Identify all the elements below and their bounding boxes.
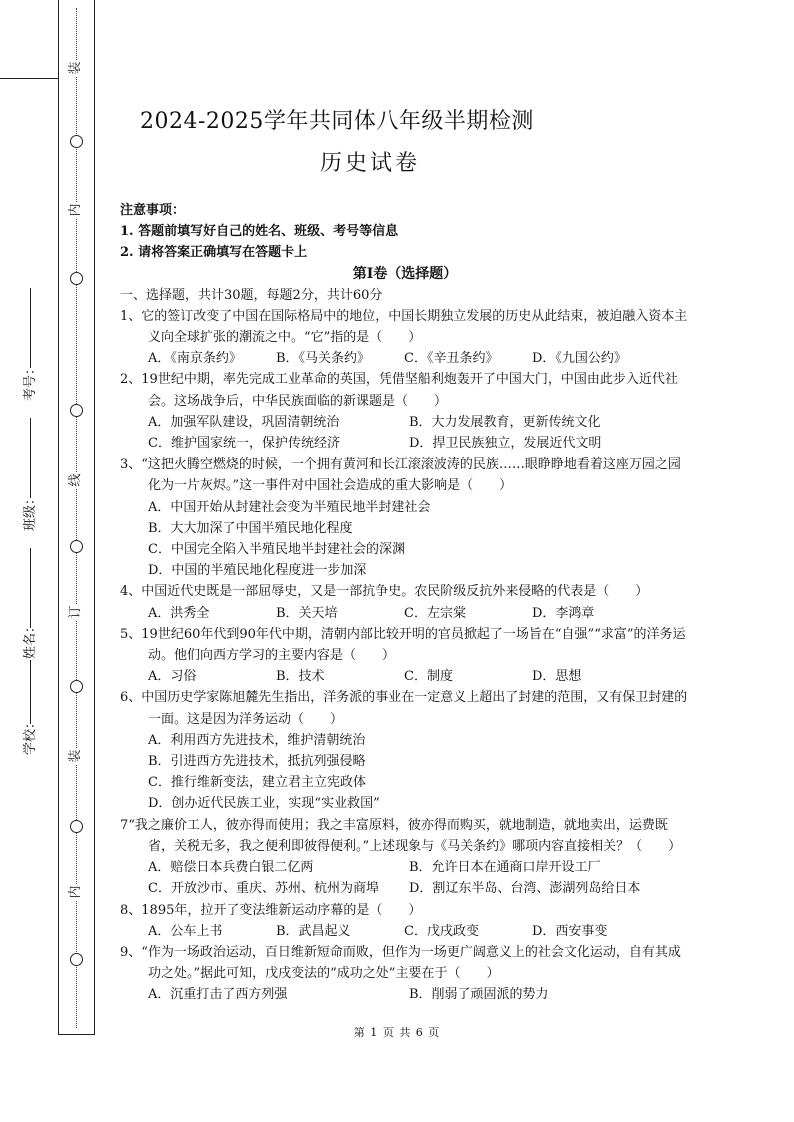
option-b[interactable]: B．武昌起义 <box>276 923 351 939</box>
question-8 <box>120 900 690 942</box>
binding-left-line <box>58 0 59 1035</box>
binding-right-line <box>94 0 95 1035</box>
question-6 <box>120 687 690 814</box>
question-stem: 9、“作为一场政治运动，百日维新短命而败，但作为一场更广阔意义上的社会文化运动，自有其成功之处。”据此可知，戊戌变法的“成功之处”主要在于（ ） <box>120 944 681 982</box>
option-b[interactable]: B．允许日本在通商口岸开设工厂 <box>409 860 601 876</box>
name-field-label: 姓名： <box>23 619 38 659</box>
option-a[interactable]: A．《南京条约》 <box>148 351 242 367</box>
option-b[interactable]: B．引进西方先进技术，抵抗列强侵略 <box>148 754 366 770</box>
question-4 <box>120 581 690 623</box>
section-title: 第Ⅰ卷（选择题） <box>352 265 458 282</box>
binding-circle <box>70 680 83 693</box>
question-stem: 4、中国近代史既是一部屈辱史，又是一部抗争史。农民阶级反抗外来侵略的代表是（ ） <box>120 584 649 600</box>
binding-dotted-line <box>76 8 77 1028</box>
option-a[interactable]: A．公车上书 <box>148 923 223 939</box>
option-b[interactable]: B．削弱了顽固派的势力 <box>409 987 549 1003</box>
exam-number-field-label: 考号： <box>23 361 38 401</box>
option-a[interactable]: A．加强军队建设，巩固清朝统治 <box>148 414 340 430</box>
binding-circle <box>70 135 83 148</box>
question-stem: 7“我之廉价工人，彼亦得而使用；我之丰富原料，彼亦得而购买，就地制造，就地卖出，运费既省，关税无多，我之便利即彼得便利。”上述现象与《马关条约》哪项内容直接相关？（ ） <box>120 817 682 854</box>
option-c[interactable]: C．维护国家统一，保护传统经济 <box>148 436 340 452</box>
question-3 <box>120 454 690 581</box>
binding-strip <box>0 0 96 1035</box>
binding-circle <box>70 820 83 833</box>
class-field-line[interactable] <box>30 418 31 498</box>
option-d[interactable]: D．割辽东半岛、台湾、澎湖列岛给日本 <box>409 881 641 897</box>
option-d[interactable]: D．创办近代民族工业，实现“实业救国” <box>148 796 380 812</box>
option-c[interactable]: C．《辛丑条约》 <box>404 351 499 367</box>
exam-content <box>120 200 690 1006</box>
binding-mark: 装 <box>68 749 83 763</box>
binding-mark: 内 <box>68 885 83 899</box>
binding-mark: 内 <box>68 203 83 217</box>
option-a[interactable]: A．赔偿日本兵费白银二亿两 <box>148 860 314 876</box>
binding-circle <box>70 404 83 417</box>
binding-corner-line <box>0 78 58 79</box>
binding-mark: 线 <box>68 473 83 487</box>
question-7 <box>120 815 690 900</box>
question-stem: 1、它的签订改变了中国在国际格局中的地位，中国长期独立发展的历史从此结束，被迫融入资本主义向全球扩张的潮流之中。“它”指的是（ ） <box>120 308 688 346</box>
option-d[interactable]: D．西安事变 <box>532 923 608 939</box>
option-d[interactable]: D．李鸿章 <box>532 605 595 621</box>
option-d[interactable]: D．《九国公约》 <box>532 351 627 367</box>
binding-circle <box>70 272 83 285</box>
option-a[interactable]: A．习俗 <box>148 669 197 685</box>
binding-circle <box>70 953 83 966</box>
page-footer: 第 1 页 共 6 页 <box>353 1026 441 1039</box>
binding-mark: 订 <box>68 605 83 619</box>
option-a[interactable]: A．利用西方先进技术，维护清朝统治 <box>148 732 366 748</box>
option-a[interactable]: A．沉重打击了西方列强 <box>148 987 288 1003</box>
binding-circle <box>70 540 83 553</box>
option-c[interactable]: C．推行维新变法，建立君主立宪政体 <box>148 775 366 791</box>
option-c[interactable]: C．戊戌政变 <box>404 923 479 939</box>
option-d[interactable]: D．捍卫民族独立，发展近代文明 <box>409 436 602 452</box>
name-field-line[interactable] <box>30 548 31 628</box>
option-b[interactable]: B．大大加深了中国半殖民地化程度 <box>148 520 353 536</box>
notice-item: 2. 请将答案正确填写在答题卡上 <box>120 245 308 261</box>
school-field-label: 学校： <box>23 715 38 755</box>
question-5 <box>120 624 690 688</box>
school-field-line[interactable] <box>30 660 31 724</box>
notice-heading: 注意事项： <box>120 203 186 218</box>
option-d[interactable]: D．中国的半殖民地化程度进一步加深 <box>148 563 367 579</box>
option-c[interactable]: C．中国完全陷入半殖民地半封建社会的深渊 <box>148 542 405 558</box>
question-stem: 8、1895年，拉开了变法维新运动序幕的是（ ） <box>120 902 422 918</box>
option-c[interactable]: C．制度 <box>404 669 453 685</box>
option-b[interactable]: B．《马关条约》 <box>276 351 371 367</box>
question-1 <box>120 306 690 370</box>
question-2 <box>120 369 690 454</box>
question-stem: 6、中国历史学家陈旭麓先生指出，洋务派的事业在一定意义上超出了封建的范围，又有保卫封建的一面。这是因为洋务运动（ ） <box>120 690 688 727</box>
option-d[interactable]: D．思想 <box>532 669 582 685</box>
option-b[interactable]: B．技术 <box>276 669 325 685</box>
option-c[interactable]: C．左宗棠 <box>404 605 466 621</box>
question-stem: 2、19世纪中期，率先完成工业革命的英国，凭借坚船利炮轰开了中国大门，中国由此步入近代社会。这场战争后，中华民族面临的新课题是（ ） <box>120 372 678 409</box>
option-c[interactable]: C．开放沙市、重庆、苏州、杭州为商埠 <box>148 881 379 897</box>
option-a[interactable]: A．中国开始从封建社会变为半殖民地半封建社会 <box>148 499 431 515</box>
option-b[interactable]: B．大力发展教育，更新传统文化 <box>409 414 601 430</box>
class-field-label: 班级： <box>23 491 38 531</box>
exam-title: 2024-2025学年共同体八年级半期检测 <box>140 109 534 134</box>
exam-subtitle: 历史试卷 <box>319 151 420 176</box>
binding-mark: 装 <box>68 61 83 75</box>
section-intro: 一、选择题，共计30题，每题2分，共计60分 <box>120 287 383 303</box>
option-b[interactable]: B．关天培 <box>276 605 338 621</box>
question-stem: 5、19世纪60年代到90年代中期，清朝内部比较开明的官员掀起了一场旨在“自强”“求富”的洋务运动。他们向西方学习的主要内容是（ ） <box>120 626 686 664</box>
option-a[interactable]: A．洪秀全 <box>148 605 210 621</box>
exam-number-field-line[interactable] <box>30 288 31 368</box>
notice-item: 1. 答题前填写好自己的姓名、班级、考号等信息 <box>120 224 399 240</box>
question-stem: 3、“这把火腾空燃烧的时候，一个拥有黄河和长江滚滚波涛的民族……眼睁睁地看着这座万园之园化为一片灰烬。”这一事件对中国社会造成的重大影响是（ ） <box>120 457 681 494</box>
question-9 <box>120 942 690 1006</box>
